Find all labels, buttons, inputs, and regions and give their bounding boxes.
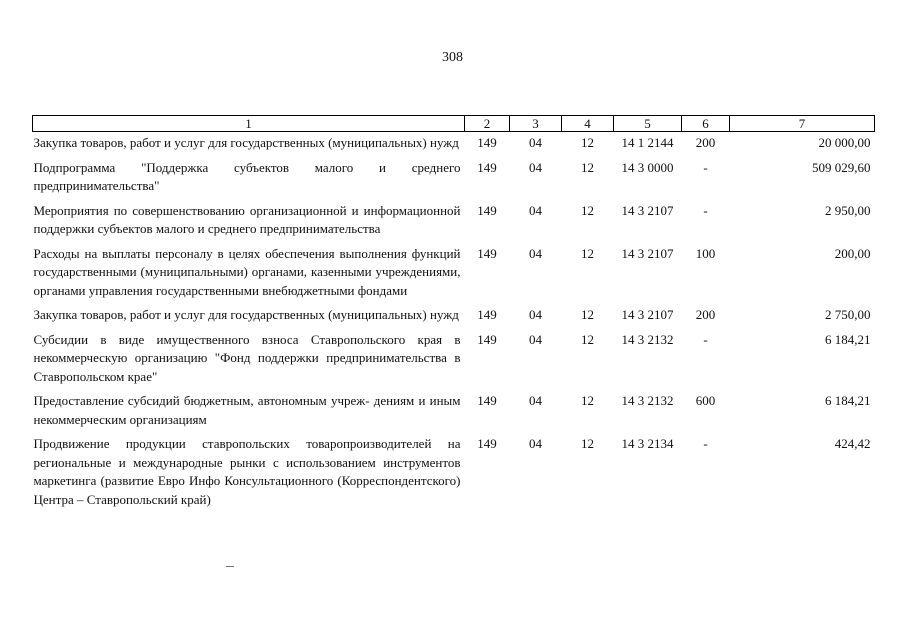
table-row <box>33 390 875 433</box>
row-col-5: 14 3 2132 <box>621 393 674 408</box>
header-row <box>33 116 875 132</box>
budget-table <box>32 115 875 513</box>
row-col-6: - <box>703 436 708 451</box>
row-col-6: - <box>703 202 708 218</box>
row-description: Продвижение продукции ставропольских товаропроизводителей на региональные и международные рынки с использованием инструментов маркетинга (развитие Евро Инфо Консультационного (Корреспондентского) Центра – Ставропольский край) <box>33 436 461 507</box>
row-description: Закупка товаров, работ и услуг для государственных (муниципальных) нужд <box>33 307 459 322</box>
header-col-1: 1 <box>33 116 465 132</box>
row-description: Предоставление субсидий бюджетным, автономным учреж- дениям и иным некоммерческим организациям <box>33 393 461 427</box>
row-col-2: 149 <box>477 436 497 451</box>
row-col-4: 12 <box>581 307 594 322</box>
row-description: Расходы на выплаты персоналу в целях обеспечения выполнения функций государственными (муниципальными) органами, казенными учреждениями, органами управления государственными внебюджетными фондами <box>33 245 461 298</box>
row-col-3: 04 <box>529 307 542 322</box>
row-col-4: 12 <box>581 135 594 150</box>
header-col-3: 3 <box>510 116 562 132</box>
row-col-6: 200 <box>695 135 716 150</box>
row-col-6: 200 <box>695 307 716 322</box>
row-col-2: 149 <box>477 202 497 218</box>
row-amount: 424,42 <box>834 436 871 451</box>
row-col-3: 04 <box>529 245 542 261</box>
row-amount: 6 184,21 <box>825 393 871 408</box>
row-description: Субсидии в виде имущественного взноса Ставропольского края в некоммерческую организацию "Фонд поддержки предпринимательства в Ставропольском крае" <box>33 331 461 384</box>
row-col-3: 04 <box>529 135 542 150</box>
row-col-5: 14 3 2107 <box>621 307 674 322</box>
row-col-2: 149 <box>477 307 497 322</box>
row-col-3: 04 <box>529 331 542 347</box>
row-col-5: 14 3 0000 <box>621 159 674 175</box>
row-col-2: 149 <box>477 135 497 150</box>
row-col-3: 04 <box>529 202 542 218</box>
header-col-2: 2 <box>465 116 510 132</box>
row-col-3: 04 <box>529 393 542 408</box>
row-description: Подпрограмма "Поддержка субъектов малого и среднего предпринимательства" <box>33 159 461 193</box>
row-col-5: 14 3 2107 <box>621 202 674 218</box>
row-description: Мероприятия по совершенствованию организационной и информационной поддержки субъектов малого и среднего предпринимательства <box>33 202 461 236</box>
table-header <box>33 116 875 132</box>
row-amount: 6 184,21 <box>825 331 871 347</box>
table-row <box>33 243 875 305</box>
table-row <box>33 157 875 200</box>
row-col-6: 100 <box>695 245 716 261</box>
page-number: 308 <box>442 50 463 65</box>
row-amount: 2 950,00 <box>825 202 871 218</box>
row-col-4: 12 <box>581 331 594 347</box>
header-col-4: 4 <box>562 116 614 132</box>
row-col-5: 14 3 2134 <box>621 436 674 451</box>
row-col-5: 14 1 2144 <box>621 135 674 150</box>
row-col-5: 14 3 2132 <box>621 331 674 347</box>
row-amount: 200,00 <box>834 245 871 261</box>
row-col-2: 149 <box>477 393 497 408</box>
row-col-2: 149 <box>477 159 497 175</box>
row-col-4: 12 <box>581 245 594 261</box>
row-col-4: 12 <box>581 393 594 408</box>
row-col-3: 04 <box>529 159 542 175</box>
table-row <box>33 132 875 157</box>
row-col-2: 149 <box>477 331 497 347</box>
header-col-7: 7 <box>730 116 875 132</box>
row-amount: 2 750,00 <box>825 307 871 322</box>
header-col-5: 5 <box>614 116 682 132</box>
row-description: Закупка товаров, работ и услуг для государственных (муниципальных) нужд <box>33 135 459 150</box>
table-row <box>33 433 875 513</box>
row-amount: 509 029,60 <box>812 159 871 175</box>
table-row <box>33 304 875 329</box>
row-col-6: - <box>703 159 708 175</box>
row-col-4: 12 <box>581 202 594 218</box>
row-col-6: - <box>703 331 708 347</box>
scan-mark <box>226 566 234 567</box>
table-body <box>33 132 875 514</box>
row-col-2: 149 <box>477 245 497 261</box>
row-col-4: 12 <box>581 159 594 175</box>
table-row <box>33 329 875 391</box>
header-col-6: 6 <box>682 116 730 132</box>
table-row <box>33 200 875 243</box>
row-col-3: 04 <box>529 436 542 451</box>
row-amount: 20 000,00 <box>818 135 871 150</box>
row-col-5: 14 3 2107 <box>621 245 674 261</box>
row-col-6: 600 <box>695 393 716 408</box>
row-col-4: 12 <box>581 436 594 451</box>
